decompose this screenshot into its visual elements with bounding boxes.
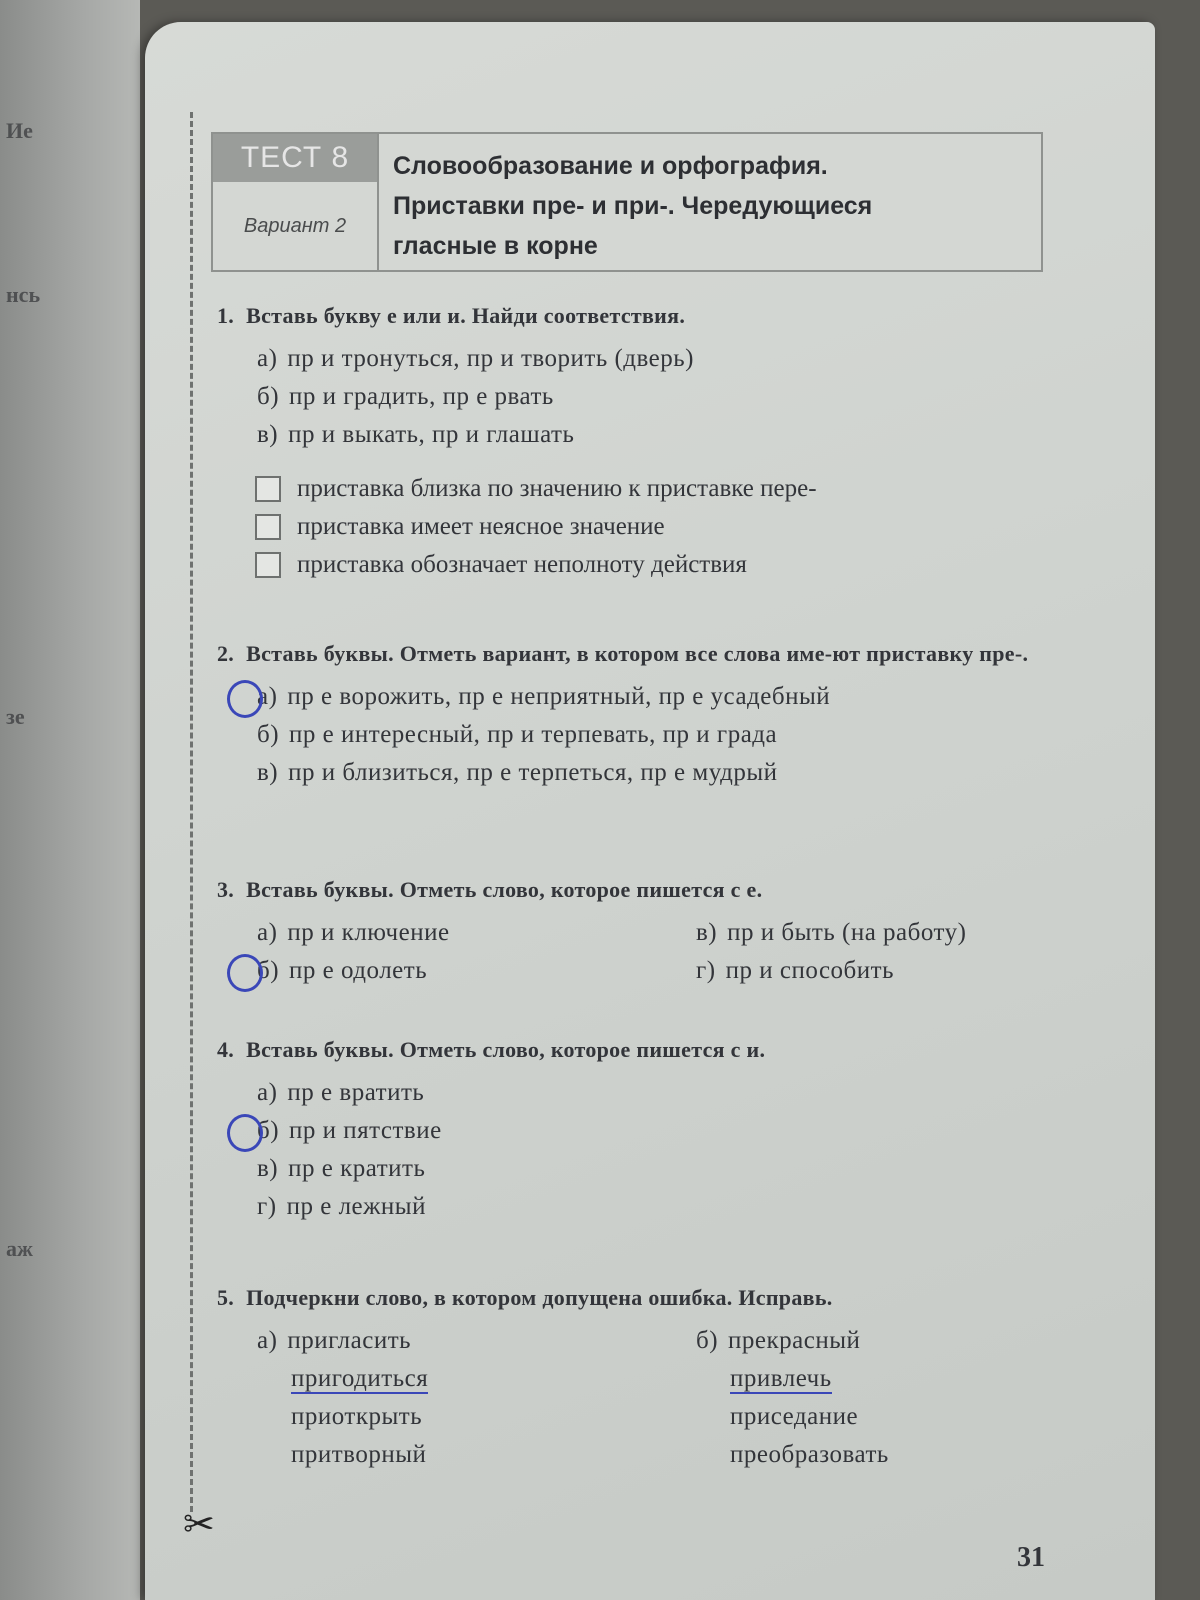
match-checkbox[interactable] <box>255 514 281 540</box>
option-text: пр и ключение <box>287 919 450 946</box>
cut-line <box>190 112 193 1512</box>
option <box>217 716 1095 754</box>
option-mark: б) <box>257 383 280 410</box>
option <box>217 1074 1095 1112</box>
task-2 <box>217 636 1095 792</box>
title-line: Приставки пре- и при-. Чередующиеся <box>393 192 873 220</box>
option-text: пр е одолеть <box>289 957 428 984</box>
word-item <box>656 1360 1095 1398</box>
word-item <box>217 1322 656 1360</box>
word-item <box>217 1398 656 1436</box>
option-mark: а) <box>257 1327 278 1354</box>
title-line: Словообразование и орфография. <box>393 152 828 180</box>
word-underlined: пригодиться <box>291 1365 429 1392</box>
word: приоткрыть <box>291 1403 423 1430</box>
option-text: пр е вратить <box>287 1079 425 1106</box>
match-checkbox[interactable] <box>255 552 281 578</box>
word: прекрасный <box>728 1327 861 1354</box>
left-page-fragment: нсь <box>6 282 41 307</box>
option <box>217 378 1095 416</box>
task-4 <box>217 1032 1095 1226</box>
test-title <box>379 134 1041 270</box>
word-item <box>656 1398 1095 1436</box>
match-row <box>217 470 1095 508</box>
option-text: пр и быть (на работу) <box>727 919 967 946</box>
task-number: 2. <box>217 641 235 666</box>
option-mark: в) <box>257 421 279 448</box>
option <box>217 754 1095 792</box>
word: преобразовать <box>730 1441 889 1468</box>
column-left <box>217 1322 656 1474</box>
option-mark: а) <box>257 345 278 372</box>
option-text: пр и способить <box>725 957 894 984</box>
option-mark: а) <box>257 1079 278 1106</box>
task-number: 4. <box>217 1037 235 1062</box>
option-mark: а) <box>257 683 278 710</box>
two-column <box>217 914 1095 990</box>
task-number: 1. <box>217 303 235 328</box>
match-checkbox[interactable] <box>255 476 281 502</box>
task-text: Вставь буквы. Отметь вариант, в котором все слова име-ют приставку пре-. <box>246 641 1029 666</box>
match-text: приставка близка по значению к приставке пере- <box>297 475 817 502</box>
answer-circle <box>227 1114 263 1152</box>
task-number: 3. <box>217 877 235 902</box>
variant-label: Вариант 2 <box>243 214 347 237</box>
two-column <box>217 1322 1095 1474</box>
task-1 <box>217 298 1095 584</box>
option <box>656 952 1095 990</box>
option-mark: в) <box>257 1155 279 1182</box>
word-underlined: привлечь <box>730 1365 832 1392</box>
word-item <box>656 1322 1095 1360</box>
column-right <box>656 914 1095 990</box>
word: приседание <box>730 1403 859 1430</box>
left-page-fragment: аж <box>6 1236 33 1261</box>
option-text: пр и выкать, пр и глашать <box>288 421 575 448</box>
title-line: гласные в корне <box>393 232 598 260</box>
option <box>217 914 656 952</box>
header-left <box>213 134 379 270</box>
word: пригласить <box>287 1327 412 1354</box>
option-text: пр е лежный <box>286 1193 426 1220</box>
word-item <box>217 1360 656 1398</box>
option-mark: б) <box>257 1117 280 1144</box>
option <box>217 1112 1095 1150</box>
option <box>217 678 1095 716</box>
option-mark: б) <box>696 1327 719 1354</box>
workbook-page <box>145 22 1155 1600</box>
option <box>217 416 1095 454</box>
task-heading <box>217 1032 1095 1068</box>
match-row <box>217 508 1095 546</box>
option-mark: г) <box>257 1193 277 1220</box>
option-mark: в) <box>696 919 718 946</box>
task-number: 5. <box>217 1285 235 1310</box>
task-3 <box>217 872 1095 990</box>
page-number: 31 <box>1017 1542 1045 1573</box>
scissors-icon: ✂ <box>183 1502 215 1546</box>
task-heading <box>217 1280 1095 1316</box>
option-mark: в) <box>257 759 279 786</box>
option <box>217 952 656 990</box>
option-text: пр е интересный, пр и терпевать, пр и града <box>289 721 778 748</box>
match-row <box>217 546 1095 584</box>
option <box>217 1150 1095 1188</box>
task-5 <box>217 1280 1095 1474</box>
left-page <box>0 0 140 1600</box>
match-text: приставка имеет неясное значение <box>297 513 665 540</box>
task-text: Вставь буквы. Отметь слово, которое пишется с и. <box>246 1037 766 1062</box>
option <box>656 914 1095 952</box>
task-text: Вставь буквы. Отметь слово, которое пишется с е. <box>246 877 763 902</box>
answer-circle <box>227 680 263 718</box>
task-text: Вставь букву е или и. Найди соответствия. <box>246 303 686 328</box>
task-heading <box>217 636 1095 672</box>
option-mark: б) <box>257 957 280 984</box>
test-label: ТЕСТ 8 <box>213 134 377 182</box>
option-text: пр е кратить <box>288 1155 426 1182</box>
word-item <box>656 1436 1095 1474</box>
task-text: Подчеркни слово, в котором допущена ошибка. Исправь. <box>246 1285 833 1310</box>
task-heading <box>217 872 1095 908</box>
word-item <box>217 1436 656 1474</box>
option-mark: б) <box>257 721 280 748</box>
option-text: пр и градить, пр е рвать <box>289 383 554 410</box>
option-mark: а) <box>257 919 278 946</box>
left-page-fragment: Ие <box>6 118 33 143</box>
option-text: пр и близиться, пр е терпеться, пр е мудрый <box>288 759 778 786</box>
option-text: пр е ворожить, пр е неприятный, пр е усадебный <box>287 683 831 710</box>
option-text: пр и пятствие <box>289 1117 442 1144</box>
test-header <box>211 132 1043 272</box>
match-text: приставка обозначает неполноту действия <box>297 551 747 578</box>
column-left <box>217 914 656 990</box>
task-heading <box>217 298 1095 334</box>
option-mark: г) <box>696 957 716 984</box>
left-page-fragment: зе <box>6 704 25 729</box>
answer-circle <box>227 954 263 992</box>
option <box>217 1188 1095 1226</box>
option-text: пр и тронуться, пр и творить (дверь) <box>287 345 695 372</box>
option <box>217 340 1095 378</box>
word: притворный <box>291 1441 427 1468</box>
column-right <box>656 1322 1095 1474</box>
